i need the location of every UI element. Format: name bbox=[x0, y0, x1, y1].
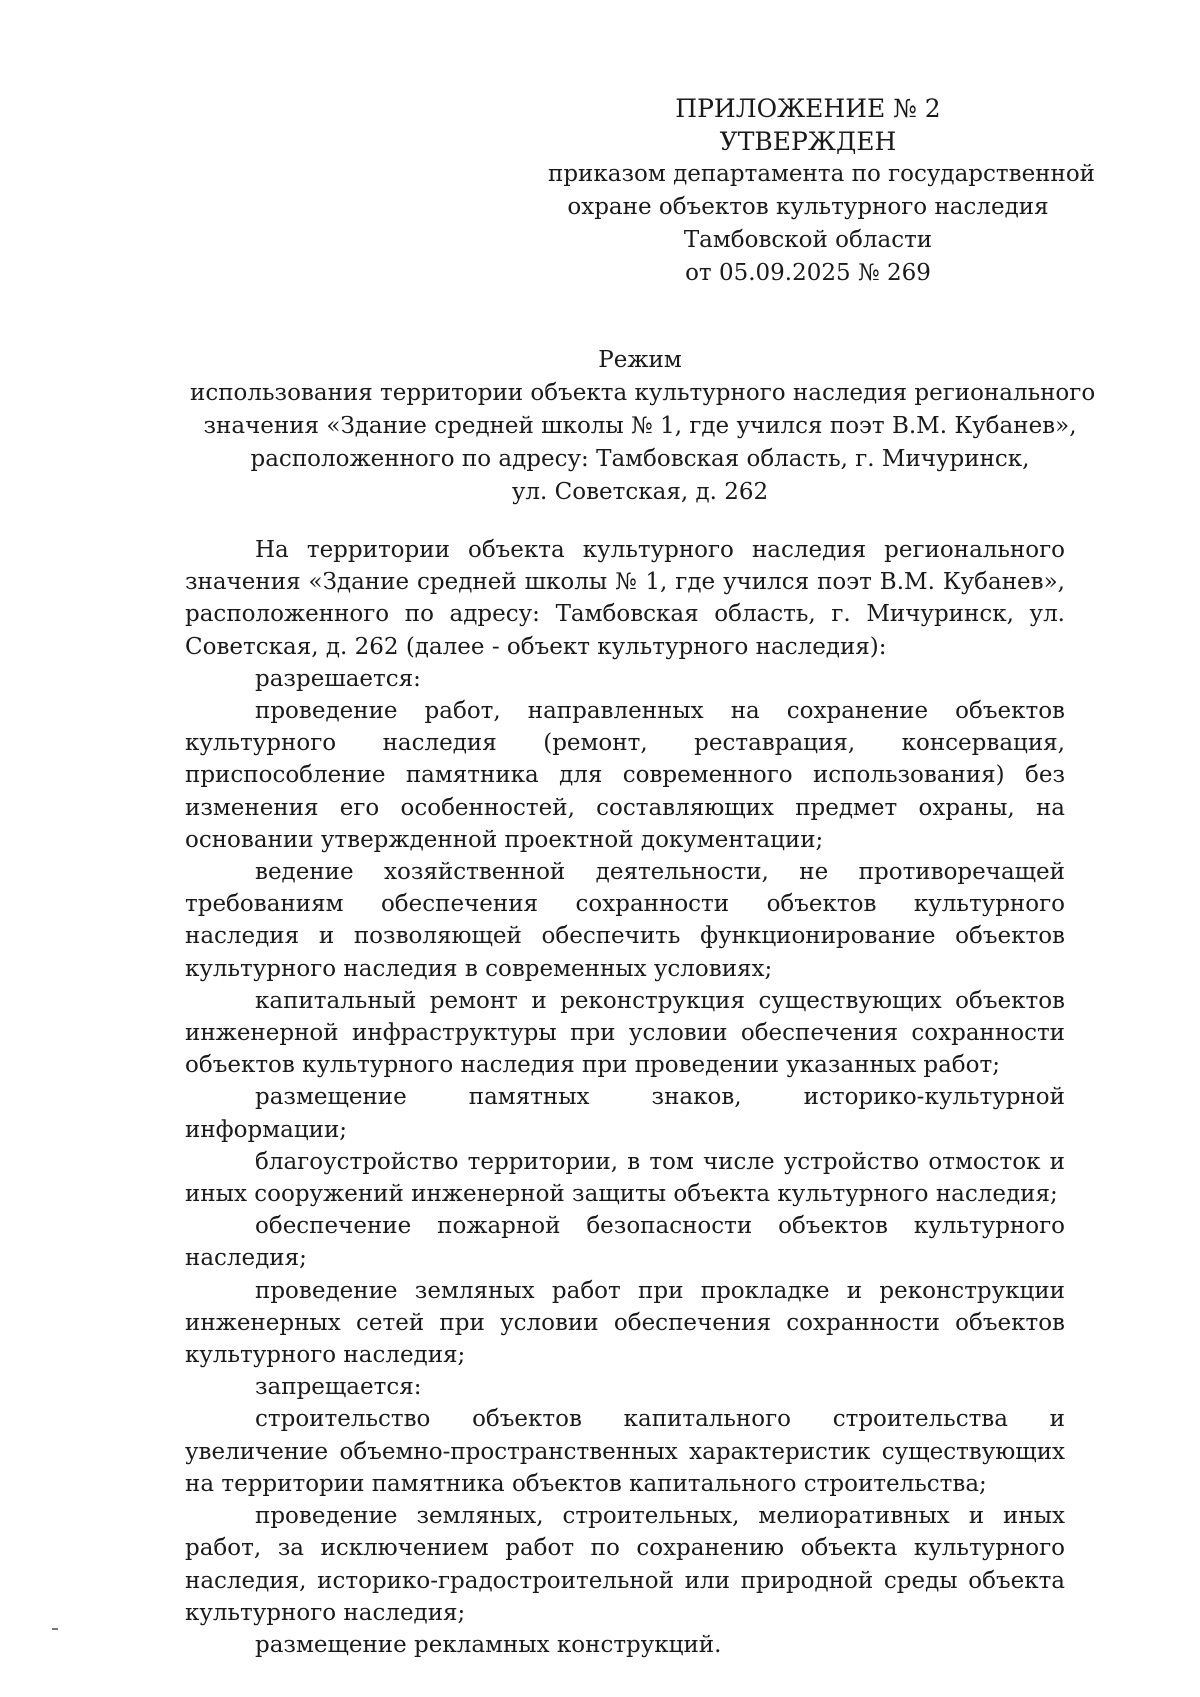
document-body bbox=[185, 534, 1065, 1661]
approval-order-line: приказом департамента по государственной bbox=[548, 161, 1096, 187]
allowed-item: капитальный ремонт и реконструкция существующих объектов инженерной инфраструктуры при условии обеспечения сохранности объектов культурного наследия при проведении указанных работ; bbox=[185, 987, 1065, 1079]
intro-paragraph: На территории объекта культурного наследия регионального значения «Здание средней школы № 1, где учился поэт В.М. Кубанев», расположенного по адресу: Тамбовская область, г. Мичуринск, ул. Советская, д. 262 (далее - объект культурного наследия): bbox=[185, 537, 1065, 660]
title-line: расположенного по адресу: Тамбовская область, г. Мичуринск, bbox=[250, 446, 1030, 472]
title-line: ул. Советская, д. 262 bbox=[511, 479, 769, 505]
allowed-item: проведение земляных работ при прокладке и реконструкции инженерных сетей при условии обеспечения сохранности объектов культурного наследия; bbox=[185, 1277, 1065, 1369]
scan-speck bbox=[52, 1628, 58, 1630]
allowed-item: проведение работ, направленных на сохранение объектов культурного наследия (ремонт, реставрация, консервация, приспособление памятника для современного использования) без изменения его особенностей, составляющих предмет охраны, на основании утвержденной проектной документации; bbox=[185, 698, 1065, 853]
approval-block bbox=[548, 92, 1096, 290]
forbidden-item: строительство объектов капитального строительства и увеличение объемно-пространственных характеристик существующих на территории памятника объектов капитального строительства; bbox=[185, 1406, 1065, 1497]
title-line: Режим bbox=[598, 347, 682, 373]
document-title bbox=[190, 344, 1096, 509]
title-line: использования территории объекта культурного наследия регионального bbox=[190, 380, 1096, 406]
title-line: значения «Здание средней школы № 1, где учился поэт В.М. Кубанев», bbox=[203, 413, 1077, 439]
approved-label: УТВЕРЖДЕН bbox=[719, 127, 897, 156]
allowed-item: размещение памятных знаков, историко-культурной информации; bbox=[185, 1084, 1065, 1143]
forbidden-label: запрещается: bbox=[255, 1374, 422, 1401]
forbidden-item: проведение земляных, строительных, мелиоративных и иных работ, за исключением работ по сохранению объекта культурного наследия, историко-градостроительной или природной среды объекта культурного наследия; bbox=[185, 1503, 1065, 1626]
allowed-label: разрешается: bbox=[255, 665, 421, 692]
approval-order-line: Тамбовской области bbox=[683, 227, 933, 253]
appendix-number: ПРИЛОЖЕНИЕ № 2 bbox=[675, 94, 941, 123]
approval-order-date: от 05.09.2025 № 269 bbox=[685, 260, 931, 286]
allowed-item: обеспечение пожарной безопасности объектов культурного наследия; bbox=[185, 1213, 1065, 1272]
allowed-item: благоустройство территории, в том числе устройство отмосток и иных сооружений инженерной защиты объекта культурного наследия; bbox=[185, 1148, 1065, 1208]
approval-order-line: охране объектов культурного наследия bbox=[567, 194, 1049, 220]
allowed-item: ведение хозяйственной деятельности, не противоречащей требованиям обеспечения сохранности объектов культурного наследия и позволяющей обеспечить функционирование объектов культурного наследия в современных условиях; bbox=[185, 859, 1065, 982]
forbidden-item: размещение рекламных конструкций. bbox=[255, 1631, 722, 1658]
